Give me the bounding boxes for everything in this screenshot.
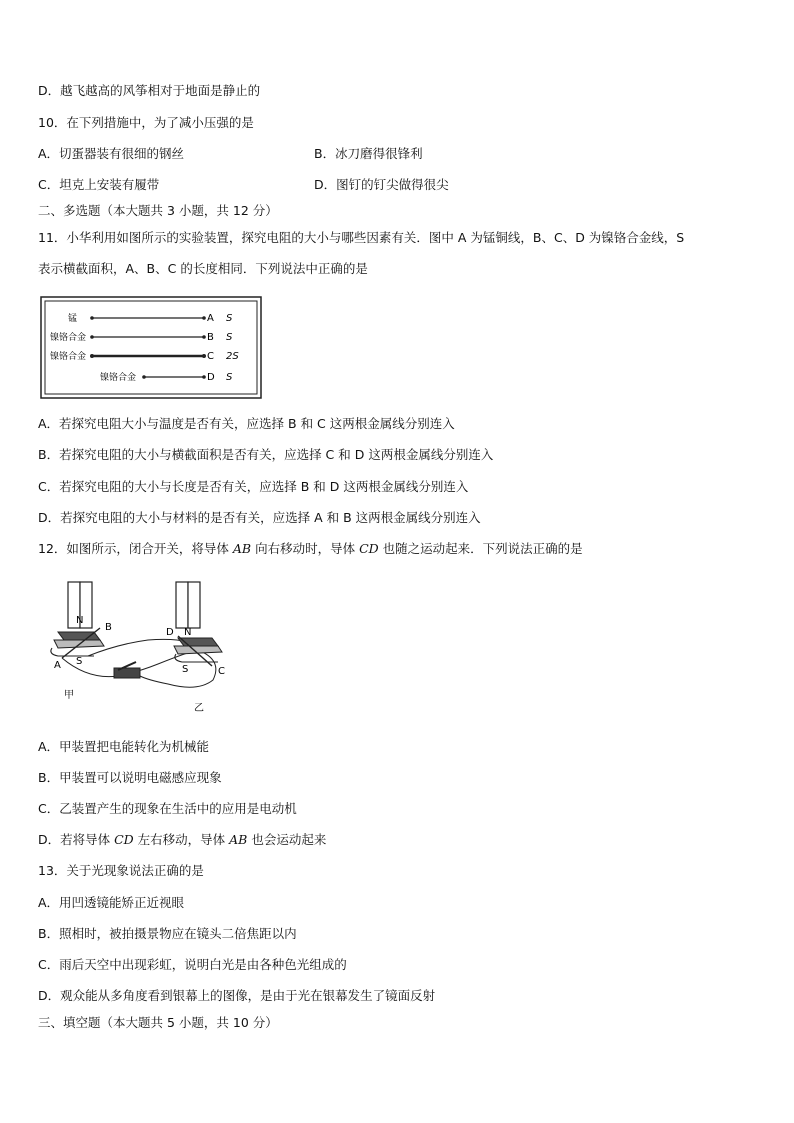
q11-option-b: B．若探究电阻的大小与横截面积是否有关，应选择 C 和 D 这两根金属线分别连入 <box>38 447 494 462</box>
wire-b-area: S <box>226 332 233 343</box>
q10-stem: 10．在下列措施中，为了减小压强的是 <box>38 115 254 130</box>
wire-c-end-dot <box>202 354 206 358</box>
left-b-label: B <box>105 622 112 633</box>
q11-option-a: A．若探究电阻大小与温度是否有关，应选择 B 和 C 这两根金属线分别连入 <box>38 416 455 431</box>
wire-c-letter: C <box>207 351 214 362</box>
wire-b-letter: B <box>207 332 214 343</box>
q12-stem <box>38 541 583 557</box>
q12-option-d-cd: CD <box>114 832 134 847</box>
wire-c-material: 镍铬合金 <box>50 352 87 362</box>
q12-option-d-ab: AB <box>229 832 248 847</box>
left-n-label: N <box>76 615 84 626</box>
right-c-label: C <box>218 666 225 677</box>
wire-a-letter: A <box>207 313 214 324</box>
wire-d-end-dot <box>142 375 146 379</box>
q12-option-d-mid: 左右移动，导体 <box>133 832 230 847</box>
right-n-label: N <box>184 627 192 638</box>
q12-option-d-pre: D．若将导体 <box>38 832 115 847</box>
q12-stem-ab: AB <box>232 541 252 556</box>
wire-c-area: 2S <box>226 351 239 362</box>
q13-option-a: A．用凹透镜能矫正近视眼 <box>38 895 185 910</box>
circuit-wire-right <box>140 650 216 687</box>
right-magnet-n-pole <box>188 582 200 628</box>
q12-option-a: A．甲装置把电能转化为机械能 <box>38 739 210 754</box>
q12-option-c: C．乙装置产生的现象在生活中的应用是电动机 <box>38 801 297 816</box>
section2-heading: 二、多选题（本大题共 3 小题，共 12 分） <box>38 203 278 218</box>
wire-b-material: 镍铬合金 <box>50 333 87 343</box>
wire-a-area: S <box>226 313 233 324</box>
q13-option-d: D．观众能从多角度看到银幕上的图像，是由于光在银幕发生了镜面反射 <box>38 988 436 1003</box>
wire-d-letter: D <box>207 372 215 383</box>
q10-option-b: B．冰刀磨得很锋利 <box>314 146 423 161</box>
wire-b-end-dot <box>202 335 206 339</box>
q10-option-a: A．切蛋器装有很细的钢丝 <box>38 146 185 161</box>
right-magnet-arm <box>176 582 188 628</box>
wire-a-material: 锰 <box>68 314 78 324</box>
q11-wire-figure <box>40 296 262 399</box>
wire-d-material: 镍铬合金 <box>100 373 137 383</box>
q12-option-b: B．甲装置可以说明电磁感应现象 <box>38 770 222 785</box>
wire-c-end-dot <box>90 354 94 358</box>
wire-d-area: S <box>226 372 233 383</box>
circuit-wire-lower <box>88 639 188 656</box>
q10-option-d: D．图钉的钉尖做得很尖 <box>314 177 449 192</box>
q12-stem-post: 也随之运动起来．下列说法正确的是 <box>378 541 583 556</box>
wire-a-end-dot <box>202 316 206 320</box>
wire-b-end-dot <box>90 335 94 339</box>
q12-option-d <box>38 832 326 848</box>
right-device-label: 乙 <box>194 703 204 714</box>
q12-stem-pre: 12．如图所示，闭合开关，将导体 <box>38 541 233 556</box>
q13-option-b: B．照相时，被拍摄景物应在镜头二倍焦距以内 <box>38 926 297 941</box>
q12-figure <box>48 580 240 715</box>
section3-heading: 三、填空题（本大题共 5 小题，共 10 分） <box>38 1015 278 1030</box>
q13-stem: 13．关于光现象说法正确的是 <box>38 863 204 878</box>
right-d-label: D <box>166 627 174 638</box>
right-s-label: S <box>182 664 189 675</box>
q11-stem-line1: 11．小华利用如图所示的实验装置，探究电阻的大小与哪些因素有关．图中 A 为锰铜线，B、C、D 为镍铬合金线，S <box>38 230 685 245</box>
q12-stem-cd: CD <box>359 541 379 556</box>
left-a-label: A <box>54 660 61 671</box>
q11-option-d: D．若探究电阻的大小与材料的是否有关，应选择 A 和 B 这两根金属线分别连入 <box>38 510 481 525</box>
q11-option-c: C．若探究电阻的大小与长度是否有关，应选择 B 和 D 这两根金属线分别连入 <box>38 479 469 494</box>
q12-option-d-post: 也会运动起来 <box>247 832 327 847</box>
q12-stem-mid: 向右移动时，导体 <box>251 541 360 556</box>
q9-option-d: D．越飞越高的风筝相对于地面是静止的 <box>38 83 261 98</box>
wire-a-end-dot <box>90 316 94 320</box>
q10-option-c: C．坦克上安装有履带 <box>38 177 160 192</box>
left-s-label: S <box>76 656 83 667</box>
left-device-label: 甲 <box>64 690 74 701</box>
q13-option-c: C．雨后天空中出现彩虹，说明白光是由各种色光组成的 <box>38 957 347 972</box>
q11-stem-line2: 表示横截面积，A、B、C 的长度相同．下列说法中正确的是 <box>38 261 368 276</box>
wire-d-end-dot <box>202 375 206 379</box>
